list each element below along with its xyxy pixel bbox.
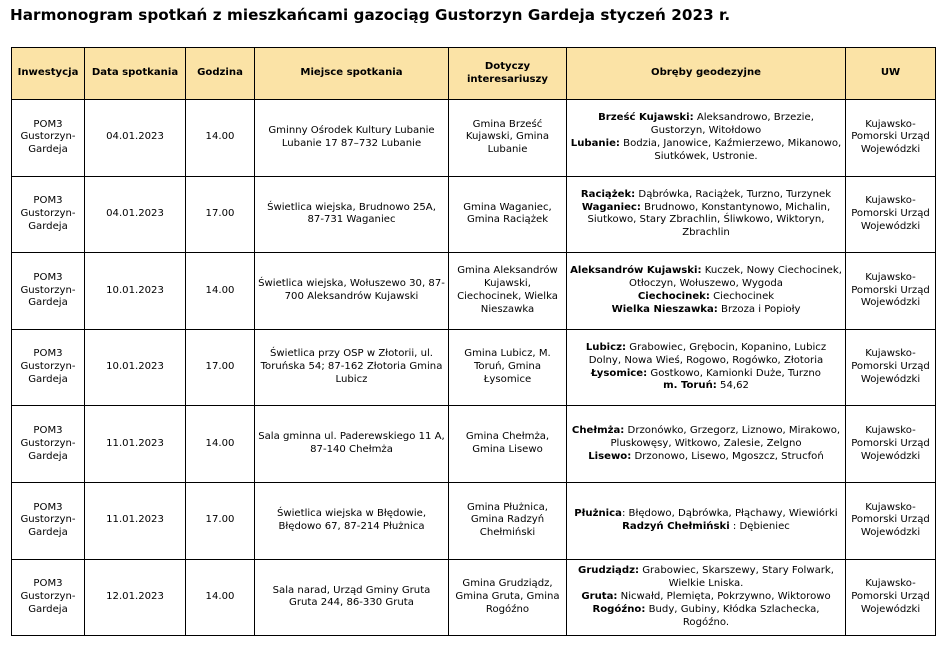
region-places: Drzonowo, Lisewo, Mgoszcz, Strucfoń <box>631 450 824 462</box>
cell-stakeholders: Gmina Chełmża, Gmina Lisewo <box>449 406 567 483</box>
region-places: Brzoza i Popioły <box>717 303 801 315</box>
cell-time: 17.00 <box>186 176 255 253</box>
cell-date: 04.01.2023 <box>85 100 186 177</box>
header-stakeholders: Dotyczy interesariuszy <box>449 48 567 100</box>
cell-investment: POM3 Gustorzyn-Gardeja <box>12 406 85 483</box>
region-entry <box>570 265 842 291</box>
cell-uw: Kujawsko-Pomorski Urząd Wojewódzki <box>846 100 936 177</box>
region-name: Grudziądz: <box>578 565 639 577</box>
region-places: Drzonówko, Grzegorz, Liznowo, Mirakowo, Pluskowęsy, Witkowo, Zalesie, Zelgno <box>610 424 841 449</box>
cell-date: 10.01.2023 <box>85 329 186 406</box>
region-entry <box>570 342 842 368</box>
header-uw: UW <box>846 48 936 100</box>
region-name: Lubicz: <box>585 341 627 353</box>
table-row <box>12 253 936 330</box>
region-places: Grabowiec, Grębocin, Kopanino, Lubicz Dolny, Nowa Wieś, Rogowo, Rogówko, Złotoria <box>588 341 827 366</box>
region-name: Radzyń Chełmiński <box>622 520 730 532</box>
region-entry <box>570 565 842 591</box>
cell-investment: POM3 Gustorzyn-Gardeja <box>12 176 85 253</box>
cell-place: Świetlica wiejska, Wołuszewo 30, 87-700 Aleksandrów Kujawski <box>255 253 449 330</box>
region-entry <box>570 189 842 202</box>
region-places: Bodzia, Janowice, Kaźmierzewo, Mikanowo, Siutkówek, Ustronie. <box>619 137 842 162</box>
region-name: Chełmża: <box>571 424 625 436</box>
region-places: Nicwałd, Plemięta, Pokrzywno, Wiktorowo <box>617 590 831 602</box>
region-entry <box>570 202 842 240</box>
region-name: Brześć Kujawski: <box>598 112 694 124</box>
region-places: Gostkowo, Kamionki Duże, Turzno <box>647 367 821 379</box>
cell-regions <box>567 100 846 177</box>
region-name: Wielka Nieszawka: <box>611 303 718 315</box>
cell-uw: Kujawsko-Pomorski Urząd Wojewódzki <box>846 253 936 330</box>
cell-investment: POM3 Gustorzyn-Gardeja <box>12 253 85 330</box>
region-entry <box>570 521 842 534</box>
cell-place: Świetlica przy OSP w Złotorii, ul. Toruńska 54; 87-162 Złotoria Gmina Lubicz <box>255 329 449 406</box>
cell-regions <box>567 253 846 330</box>
region-entry <box>570 291 842 304</box>
header-time: Godzina <box>186 48 255 100</box>
cell-date: 04.01.2023 <box>85 176 186 253</box>
cell-investment: POM3 Gustorzyn-Gardeja <box>12 329 85 406</box>
cell-regions <box>567 176 846 253</box>
region-name: Płużnica <box>574 507 622 519</box>
cell-time: 14.00 <box>186 559 255 636</box>
region-name: Raciążek: <box>580 188 636 200</box>
region-entry <box>570 508 842 521</box>
table-header-row <box>12 48 936 100</box>
region-places: 54,62 <box>716 380 749 392</box>
cell-uw: Kujawsko-Pomorski Urząd Wojewódzki <box>846 176 936 253</box>
cell-uw: Kujawsko-Pomorski Urząd Wojewódzki <box>846 559 936 636</box>
header-regions: Obręby geodezyjne <box>567 48 846 100</box>
document-title: Harmonogram spotkań z mieszkańcami gazociąg Gustorzyn Gardeja styczeń 2023 r. <box>10 6 731 24</box>
table-row <box>12 176 936 253</box>
cell-stakeholders: Gmina Płużnica, Gmina Radzyń Chełmiński <box>449 482 567 559</box>
header-place: Miejsce spotkania <box>255 48 449 100</box>
cell-date: 10.01.2023 <box>85 253 186 330</box>
region-places: Ciechocinek <box>709 290 775 302</box>
header-investment: Inwestycja <box>12 48 85 100</box>
region-name: Aleksandrów Kujawski: <box>570 265 702 277</box>
cell-date: 11.01.2023 <box>85 482 186 559</box>
cell-place: Sala gminna ul. Paderewskiego 11 A, 87-140 Chełmża <box>255 406 449 483</box>
region-name: Lubanie: <box>570 137 620 149</box>
region-places: : Dębieniec <box>729 520 790 532</box>
cell-regions <box>567 482 846 559</box>
region-name: Waganiec: <box>581 201 641 213</box>
meeting-schedule-table <box>11 47 936 636</box>
cell-time: 14.00 <box>186 406 255 483</box>
region-places: Grabowiec, Skarszewy, Stary Folwark, Wielkie Lniska. <box>639 565 834 590</box>
header-date: Data spotkania <box>85 48 186 100</box>
table-row <box>12 559 936 636</box>
region-places: Brudnowo, Konstantynowo, Michalin, Siutkowo, Stary Zbrachlin, Śliwkowo, Wiktoryn, Zbrachlin <box>587 201 831 239</box>
table-row <box>12 329 936 406</box>
cell-uw: Kujawsko-Pomorski Urząd Wojewódzki <box>846 406 936 483</box>
cell-place: Świetlica wiejska w Błędowie, Błędowo 67, 87-214 Płużnica <box>255 482 449 559</box>
region-entry <box>570 138 842 164</box>
cell-stakeholders: Gmina Waganiec, Gmina Raciążek <box>449 176 567 253</box>
cell-stakeholders: Gmina Aleksandrów Kujawski, Ciechocinek, Wielka Nieszawka <box>449 253 567 330</box>
cell-place: Gminny Ośrodek Kultury Lubanie Lubanie 17 87–732 Lubanie <box>255 100 449 177</box>
region-entry <box>570 451 842 464</box>
cell-investment: POM3 Gustorzyn-Gardeja <box>12 559 85 636</box>
table-row <box>12 482 936 559</box>
region-name: Lisewo: <box>588 450 632 462</box>
cell-time: 14.00 <box>186 100 255 177</box>
cell-investment: POM3 Gustorzyn-Gardeja <box>12 482 85 559</box>
region-name: Rogóźno: <box>592 603 646 615</box>
region-name: Gruta: <box>581 590 618 602</box>
region-entry <box>570 304 842 317</box>
region-places: Aleksandrowo, Brzezie, Gustorzyn, Witołdowo <box>650 112 814 136</box>
table-row <box>12 406 936 483</box>
cell-stakeholders: Gmina Brześć Kujawski, Gmina Lubanie <box>449 100 567 177</box>
cell-date: 12.01.2023 <box>85 559 186 636</box>
region-entry <box>570 604 842 630</box>
region-entry <box>570 368 842 381</box>
cell-regions <box>567 406 846 483</box>
region-places: Kuczek, Nowy Ciechocinek, Otłoczyn, Wołuszewo, Wygoda <box>629 265 842 290</box>
region-entry <box>570 425 842 451</box>
region-name: m. Toruń: <box>663 380 717 392</box>
cell-stakeholders: Gmina Lubicz, M. Toruń, Gmina Łysomice <box>449 329 567 406</box>
cell-place: Świetlica wiejska, Brudnowo 25A, 87-731 Waganiec <box>255 176 449 253</box>
cell-time: 17.00 <box>186 329 255 406</box>
cell-place: Sala narad, Urząd Gminy Gruta Gruta 244, 86-330 Gruta <box>255 559 449 636</box>
region-entry <box>570 112 842 138</box>
cell-uw: Kujawsko-Pomorski Urząd Wojewódzki <box>846 329 936 406</box>
region-name: Łysomice: <box>591 367 648 379</box>
cell-date: 11.01.2023 <box>85 406 186 483</box>
region-entry <box>570 591 842 604</box>
region-name: Ciechocinek: <box>637 290 710 302</box>
cell-regions <box>567 559 846 636</box>
cell-regions <box>567 329 846 406</box>
table-row <box>12 100 936 177</box>
region-entry <box>570 380 842 393</box>
cell-time: 17.00 <box>186 482 255 559</box>
cell-investment: POM3 Gustorzyn-Gardeja <box>12 100 85 177</box>
region-places: Dąbrówka, Raciążek, Turzno, Turzynek <box>635 188 832 200</box>
region-places: : Błędowo, Dąbrówka, Płąchawy, Wiewiórki <box>621 507 838 519</box>
cell-time: 14.00 <box>186 253 255 330</box>
cell-uw: Kujawsko-Pomorski Urząd Wojewódzki <box>846 482 936 559</box>
region-places: Budy, Gubiny, Kłódka Szlachecka, Rogóźno. <box>645 603 820 628</box>
cell-stakeholders: Gmina Grudziądz, Gmina Gruta, Gmina Rogóźno <box>449 559 567 636</box>
